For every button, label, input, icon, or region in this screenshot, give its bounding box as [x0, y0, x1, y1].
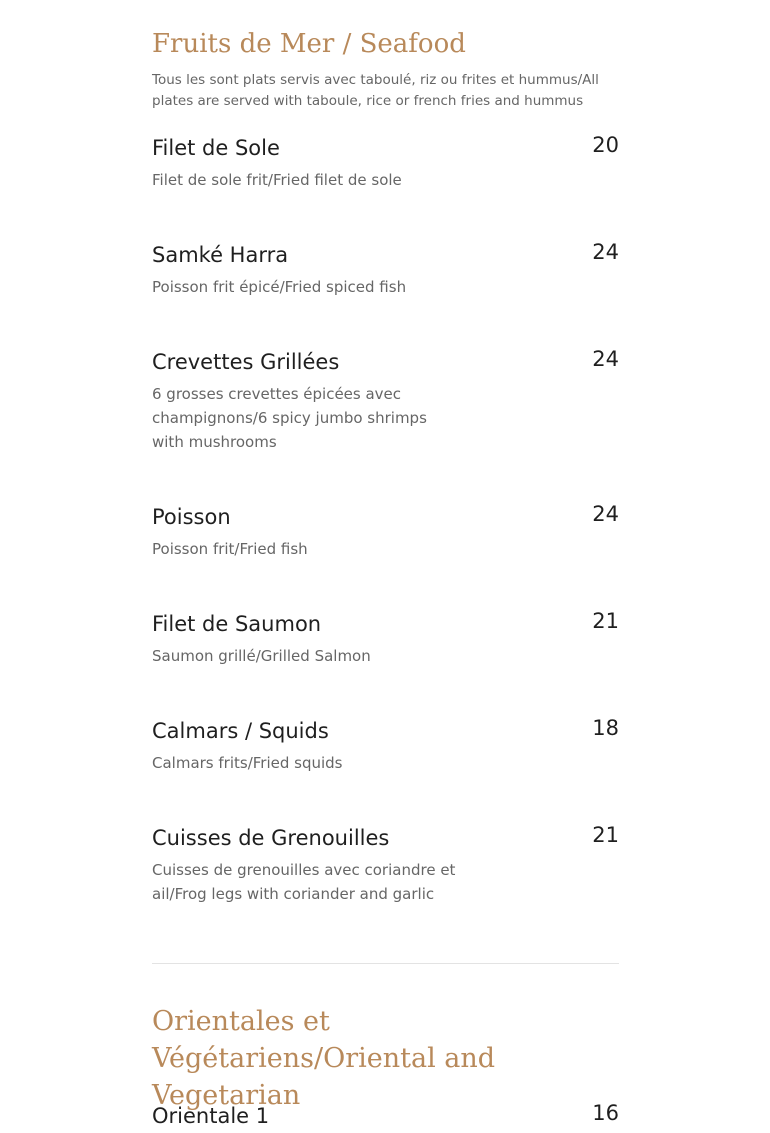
section-divider: [152, 963, 619, 964]
item-price: 24: [592, 240, 619, 264]
item-price: 24: [592, 347, 619, 371]
item-name: Filet de Saumon: [152, 612, 322, 636]
item-price: 16: [592, 1101, 619, 1125]
section-title: Orientales et Végétariens/Oriental and Vegetarian: [152, 1006, 496, 1111]
item-description: 6 grosses crevettes épicées avec champignons/6 spicy jumbo shrimps with mushrooms: [152, 385, 427, 451]
item-description: Saumon grillé/Grilled Salmon: [152, 647, 371, 665]
item-price: 21: [592, 609, 619, 633]
item-name: Filet de Sole: [152, 136, 280, 160]
item-price: 21: [592, 823, 619, 847]
item-name: Samké Harra: [152, 243, 289, 267]
item-description: Poisson frit épicé/Fried spiced fish: [152, 278, 407, 296]
item-description: Cuisses de grenouilles avec coriandre et ail/Frog legs with coriander and garlic: [152, 861, 456, 903]
item-name: Orientale 1: [152, 1104, 270, 1128]
section-title: Fruits de Mer / Seafood: [152, 29, 466, 59]
item-description: Filet de sole frit/Fried filet de sole: [152, 171, 402, 189]
item-description: Calmars frits/Fried squids: [152, 754, 343, 772]
item-name: Cuisses de Grenouilles: [152, 826, 390, 850]
section-note: Tous les sont plats servis avec taboulé, riz ou frites et hummus/All plates are served with taboule, rice or french fries and hummus: [152, 72, 599, 109]
item-name: Crevettes Grillées: [152, 350, 340, 374]
item-price: 20: [592, 133, 619, 157]
item-price: 24: [592, 502, 619, 526]
item-name: Calmars / Squids: [152, 719, 329, 743]
item-description: Poisson frit/Fried fish: [152, 540, 308, 558]
item-price: 18: [592, 716, 619, 740]
item-name: Poisson: [152, 505, 231, 529]
